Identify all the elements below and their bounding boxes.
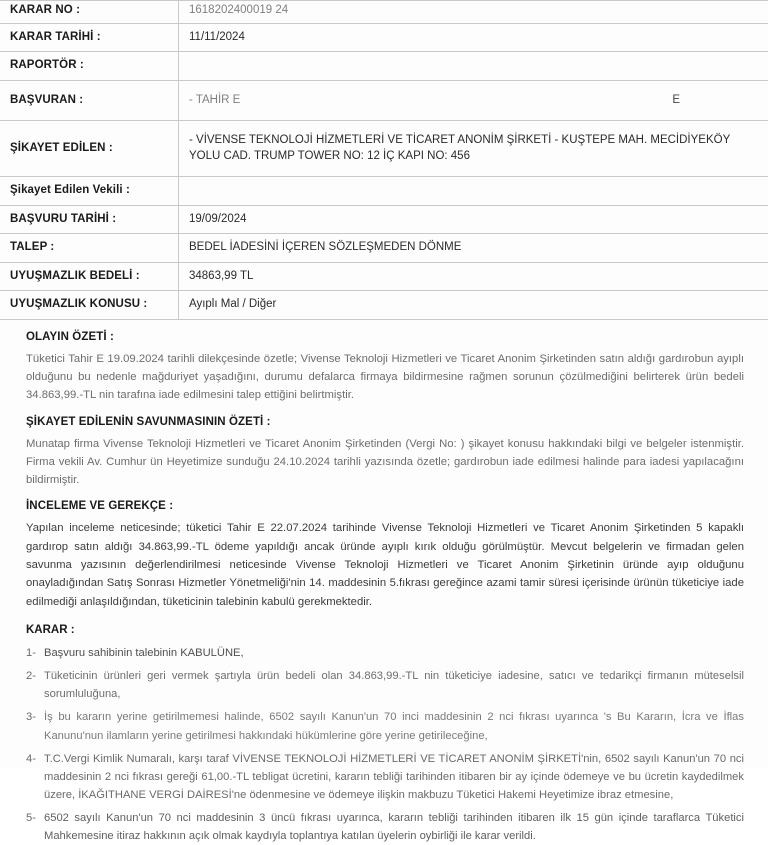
field-value: Ayıplı Mal / Diğer xyxy=(179,291,768,320)
applicant-name: - TAHİR E xyxy=(189,94,240,106)
list-item-marker: 2- xyxy=(26,667,36,685)
list-item xyxy=(26,809,744,845)
table-row xyxy=(0,234,768,263)
list-item-marker: 4- xyxy=(26,750,36,768)
field-value-applicant xyxy=(179,80,768,121)
decision-list xyxy=(26,644,744,845)
table-row xyxy=(0,52,768,81)
applicant-trailing-initial: E xyxy=(672,93,680,109)
section-title-inceleme: İNCELEME VE GEREKÇE : xyxy=(26,500,744,512)
list-item-text: İş bu kararın yerine getirilmemesi halinde, 6502 sayılı Kanun'un 70 inci maddesinin 2 nci fıkrası uyarınca 's Bu Kararın, İcra ve İflas Kanunu'nun ilamların yerine getirilmesi hakkındaki hükümlerine göre yerine getirileceğine, xyxy=(44,711,744,741)
field-label: ŞİKAYET EDİLEN : xyxy=(0,121,179,177)
list-item-marker: 1- xyxy=(26,644,36,662)
field-value xyxy=(179,52,768,81)
case-header-table xyxy=(0,1,768,320)
field-label: KARAR NO : xyxy=(0,1,179,23)
section-body-olayin-ozeti: Tüketici Tahir E 19.09.2024 tarihli dilekçesinde özetle; Vivense Teknoloji Hizmetleri ve Ticaret Anonim Şirketinden satın aldığı gardırobun ayıplı olduğunu bu nedenle mağduriyet yaşadığını, durumu defalarca firmaya bildirmesine rağmen sorunun çözülmediğini belirterek ürün bedeli 34.863,99.-TL nin tarafına iade edilmesini talep ettiğini belirtmiştir. xyxy=(26,350,744,405)
list-item-marker: 3- xyxy=(26,708,36,726)
table-row xyxy=(0,262,768,291)
section-title-savunma: ŞİKAYET EDİLENİN SAVUNMASININ ÖZETİ : xyxy=(26,416,744,428)
list-item xyxy=(26,644,744,662)
list-item-text: Tüketicinin ürünleri geri vermek şartıyla ürün bedeli olan 34.863,99.-TL nin tüketiciye iadesine, satıcı ve tedarikçi firmanın müteselsil sorumluluğuna, xyxy=(44,670,744,700)
section-body-savunma: Munatap firma Vivense Teknoloji Hizmetleri ve Ticaret Anonim Şirketinden (Vergi No: ) şikayet konusu hakkındaki bilgi ve belgeler istenmiştir. Firma vekili Av. Cumhur ün Heyetimize sunduğu 24.10.2024 tarihli yazısında özetle; gardırobun iade edilmesi halinde para iadesi yapılacağını bildirmiştir. xyxy=(26,435,744,490)
table-row xyxy=(0,1,768,23)
table-row xyxy=(0,80,768,121)
section-title-olayin-ozeti: OLAYIN ÖZETİ : xyxy=(26,331,744,343)
list-item-text: T.C.Vergi Kimlik Numaralı, karşı taraf VİVENSE TEKNOLOJİ HİZMETLERİ VE TİCARET ANONİM ŞİRKETİ'nin, 6502 sayılı Kanun'un 70 nci maddesinin 2 nci fıkrası gereği 61,00.-TL tebligat ücretini, kararın tebliği tarihinden itibaren bir ay içinde ödemeye ve bu ücretin kaydedilmek üzere, İKAĞITHANE VERGİ DAİRESİ'ne ödenmesine ve ödemeye ilişkin makbuzu Tüketici Hakemi Heyetimize ibraz etmesine, xyxy=(44,753,744,801)
table-row xyxy=(0,23,768,52)
field-label: KARAR TARİHİ : xyxy=(0,23,179,52)
table-row xyxy=(0,121,768,177)
list-item-text: Başvuru sahibinin talebinin KABULÜNE, xyxy=(44,647,244,659)
table-row xyxy=(0,177,768,206)
table-row xyxy=(0,291,768,320)
field-value-respondent: - VİVENSE TEKNOLOJİ HİZMETLERİ VE TİCARET ANONİM ŞİRKETİ - KUŞTEPE MAH. MECİDİYEKÖY YOLU CAD. TRUMP TOWER NO: 12 İÇ KAPI NO: 456 xyxy=(179,121,768,177)
field-value: 1618202400019 24 xyxy=(179,1,768,23)
field-value-amount: 34863,99 TL xyxy=(179,262,768,291)
list-item-text: 6502 sayılı Kanun'un 70 nci maddesinin 3 üncü fıkrası uyarınca, kararın tebliği tarihinden itibaren ilk 15 gün içinde taraflarca Tüketici Mahkemesine itiraz hakkının açık olmak kaydıyla toplantıya katılan üyelerin oybirliği ile karar verildi. xyxy=(44,812,744,842)
field-label: RAPORTÖR : xyxy=(0,52,179,81)
field-value xyxy=(179,177,768,206)
list-item xyxy=(26,667,744,703)
list-item xyxy=(26,750,744,804)
table-row xyxy=(0,205,768,234)
field-label: UYUŞMAZLIK BEDELİ : xyxy=(0,262,179,291)
field-value: 11/11/2024 xyxy=(179,23,768,52)
field-label: UYUŞMAZLIK KONUSU : xyxy=(0,291,179,320)
field-value: BEDEL İADESİNİ İÇEREN SÖZLEŞMEDEN DÖNME xyxy=(179,234,768,263)
list-item-marker: 5- xyxy=(26,809,36,827)
field-label: Şikayet Edilen Vekili : xyxy=(0,177,179,206)
list-item xyxy=(26,708,744,744)
field-label: BAŞVURAN : xyxy=(0,80,179,121)
field-value: 19/09/2024 xyxy=(179,205,768,234)
field-label: BAŞVURU TARİHİ : xyxy=(0,205,179,234)
section-title-karar: KARAR : xyxy=(26,624,744,636)
field-label: TALEP : xyxy=(0,234,179,263)
section-body-inceleme: Yapılan inceleme neticesinde; tüketici Tahir E 22.07.2024 tarihinde Vivense Teknoloji Hizmetleri ve Ticaret Anonim Şirketinden 5 kapaklı gardırop satın aldığı 34.863,99.-TL ödeme yapıldığı ancak üründe ayıplı kırık olduğu görülmüştür. Mevcut belgelerin ve firmadan gelen savunma yazısının değerlendirilmesi neticesinde Vivense Teknoloji Hizmetleri ve Ticaret Anonim Şirketinin üründe ayıp olduğunu onayladığından Satış Sonrası Hizmetler Yönetmeliği'nin 14. maddesinin 5.fıkrası gereğince azami tamir süresi içerisinde ürünün tüketiciye iade edilmediği anlaşıldığından, tüketicinin talebinin kabulü gerekmektedir. xyxy=(26,519,744,610)
